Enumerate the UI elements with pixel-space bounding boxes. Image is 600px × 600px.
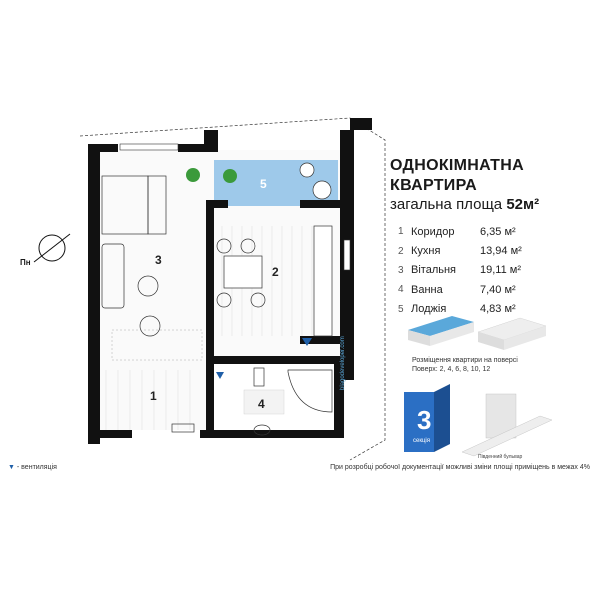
compass-label: Пн — [20, 258, 31, 267]
rooms-list — [398, 222, 554, 319]
kitchen-counter-icon — [314, 226, 332, 336]
room-number-1: 1 — [150, 389, 157, 403]
floor-placement: Розміщення квартири на поверсі Поверх: 2, 4, 6, 8, 10, 12 — [412, 357, 518, 373]
ventilation-legend: ▼ - вентиляція — [8, 464, 57, 471]
room-number-4: 4 — [258, 397, 265, 411]
website-label: blagodeveloper.com — [340, 336, 346, 390]
street-label: Південний бульвар — [478, 454, 523, 460]
room-number-2: 2 — [272, 265, 279, 279]
list-item: 5 Лоджія 4,83 м² — [398, 303, 516, 316]
list-item: 4 Ванна 7,40 м² — [398, 283, 516, 296]
section-number: 3 — [417, 405, 432, 435]
section-label: секція — [413, 438, 430, 444]
ventilation-icon: ▼ — [8, 464, 15, 471]
apartment-title: ОДНОКІМНАТНА КВАРТИРА — [390, 157, 524, 194]
total-area: загальна площа 52м² — [390, 196, 540, 213]
compass-icon — [34, 234, 70, 262]
room-number-5: 5 — [260, 177, 267, 191]
list-item: 3 Вітальня 19,11 м² — [398, 264, 521, 277]
list-item: 1 Коридор 6,35 м² — [398, 225, 516, 238]
disclaimer: При розробці робочої документації можливі зміни площі приміщень в межах 4% — [330, 464, 590, 471]
room-number-3: 3 — [155, 253, 162, 267]
list-item: 2 Кухня 13,94 м² — [398, 245, 522, 258]
dining-table-icon — [224, 256, 262, 288]
